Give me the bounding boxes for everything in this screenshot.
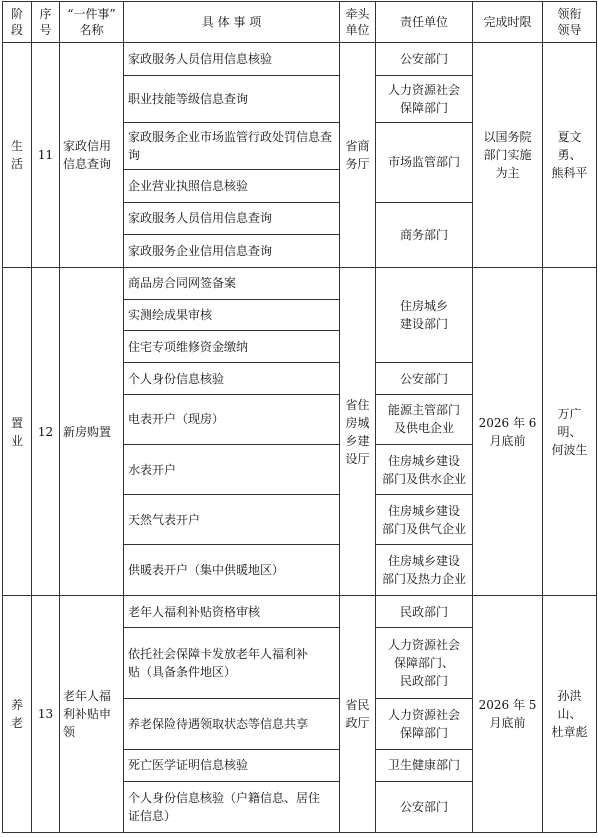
- number-cell: 13: [32, 596, 60, 833]
- item-cell: 家政服务企业信用信息查询: [124, 235, 340, 268]
- item-cell: 实测绘成果审核: [124, 299, 340, 331]
- item-cell: 商品房合同网签备案: [124, 267, 340, 299]
- item-cell: 家政服务人员信用信息核验: [124, 42, 340, 75]
- item-cell: 老年人福利补贴资格审核: [124, 596, 340, 628]
- responsible-unit-cell: 住房城乡 建设部门: [376, 267, 473, 362]
- item-cell: 电表开户（现房）: [124, 394, 340, 444]
- number-cell: 12: [32, 267, 60, 595]
- responsible-unit-cell: 公安部门: [376, 781, 473, 832]
- header-leaders: 领衔 领导: [543, 2, 597, 43]
- table-row: [3, 596, 597, 628]
- matter-name-cell: 家政信用 信息查询: [60, 42, 124, 267]
- responsible-unit-cell: 住房城乡建设 部门及供气企业: [376, 495, 473, 545]
- header-responsible-unit: 责任单位: [376, 2, 473, 43]
- responsible-unit-cell: 人力资源社会 保障部门、 民政部门: [376, 628, 473, 699]
- deadline-cell: 以国务院 部门实施 为主: [473, 42, 543, 267]
- lead-unit-cell: 省民 政厅: [340, 596, 376, 833]
- item-cell: 天然气表开户: [124, 495, 340, 545]
- deadline-cell: 2026 年 6 月底前: [473, 267, 543, 595]
- matter-name-cell: 新房购置: [60, 267, 124, 595]
- leaders-cell: 孙洪山、 杜章彪: [543, 596, 597, 833]
- stage-cell: 置 业: [3, 267, 32, 595]
- item-cell: 住宅专项维修资金缴纳: [124, 331, 340, 363]
- responsible-unit-cell: 住房城乡建设 部门及供水企业: [376, 445, 473, 495]
- lead-unit-cell: 省商 务厅: [340, 42, 376, 267]
- item-cell: 养老保险待遇领取状态等信息共享: [124, 698, 340, 749]
- number-cell: 11: [32, 42, 60, 267]
- item-cell: 个人身份信息核验（户籍信息、居住 证信息）: [124, 781, 340, 832]
- leaders-cell: 夏文勇、 熊科平: [543, 42, 597, 267]
- header-items: 具 体 事 项: [124, 2, 340, 43]
- item-cell: 依托社会保障卡发放老年人福利补 贴（具备条件地区）: [124, 628, 340, 699]
- responsible-unit-cell: 市场监管部门: [376, 122, 473, 202]
- header-name: “一件事” 名称: [60, 2, 124, 43]
- header-stage: 阶 段: [3, 2, 32, 43]
- item-cell: 企业营业执照信息核验: [124, 169, 340, 202]
- responsible-unit-cell: 住房城乡建设 部门及热力企业: [376, 545, 473, 596]
- header-lead-unit: 牵头 单位: [340, 2, 376, 43]
- deadline-cell: 2026 年 5 月底前: [473, 596, 543, 833]
- responsible-unit-cell: 公安部门: [376, 42, 473, 75]
- responsible-unit-cell: 能源主管部门 及供电企业: [376, 394, 473, 444]
- leaders-cell: 万广明、 何波生: [543, 267, 597, 595]
- header-deadline: 完成时限: [473, 2, 543, 43]
- item-cell: 水表开户: [124, 445, 340, 495]
- table-row: [3, 42, 597, 75]
- lead-unit-cell: 省住 房城 乡建 设厅: [340, 267, 376, 595]
- table-row: [3, 267, 597, 299]
- matter-name-cell: 老年人福 利补贴申 领: [60, 596, 124, 833]
- header-number: 序 号: [32, 2, 60, 43]
- task-table: [2, 1, 597, 833]
- responsible-unit-cell: 人力资源社会 保障部门: [376, 75, 473, 122]
- item-cell: 家政服务人员信用信息查询: [124, 202, 340, 235]
- item-cell: 家政服务企业市场监管行政处罚信息查询: [124, 122, 340, 169]
- item-cell: 供暖表开户（集中供暖地区）: [124, 545, 340, 596]
- responsible-unit-cell: 商务部门: [376, 202, 473, 267]
- responsible-unit-cell: 公安部门: [376, 363, 473, 395]
- responsible-unit-cell: 民政部门: [376, 596, 473, 628]
- stage-cell: 生 活: [3, 42, 32, 267]
- item-cell: 死亡医学证明信息核验: [124, 749, 340, 781]
- item-cell: 职业技能等级信息查询: [124, 75, 340, 122]
- stage-cell: 养 老: [3, 596, 32, 833]
- responsible-unit-cell: 人力资源社会 保障部门: [376, 698, 473, 749]
- header-row: [3, 2, 597, 43]
- responsible-unit-cell: 卫生健康部门: [376, 749, 473, 781]
- item-cell: 个人身份信息核验: [124, 363, 340, 395]
